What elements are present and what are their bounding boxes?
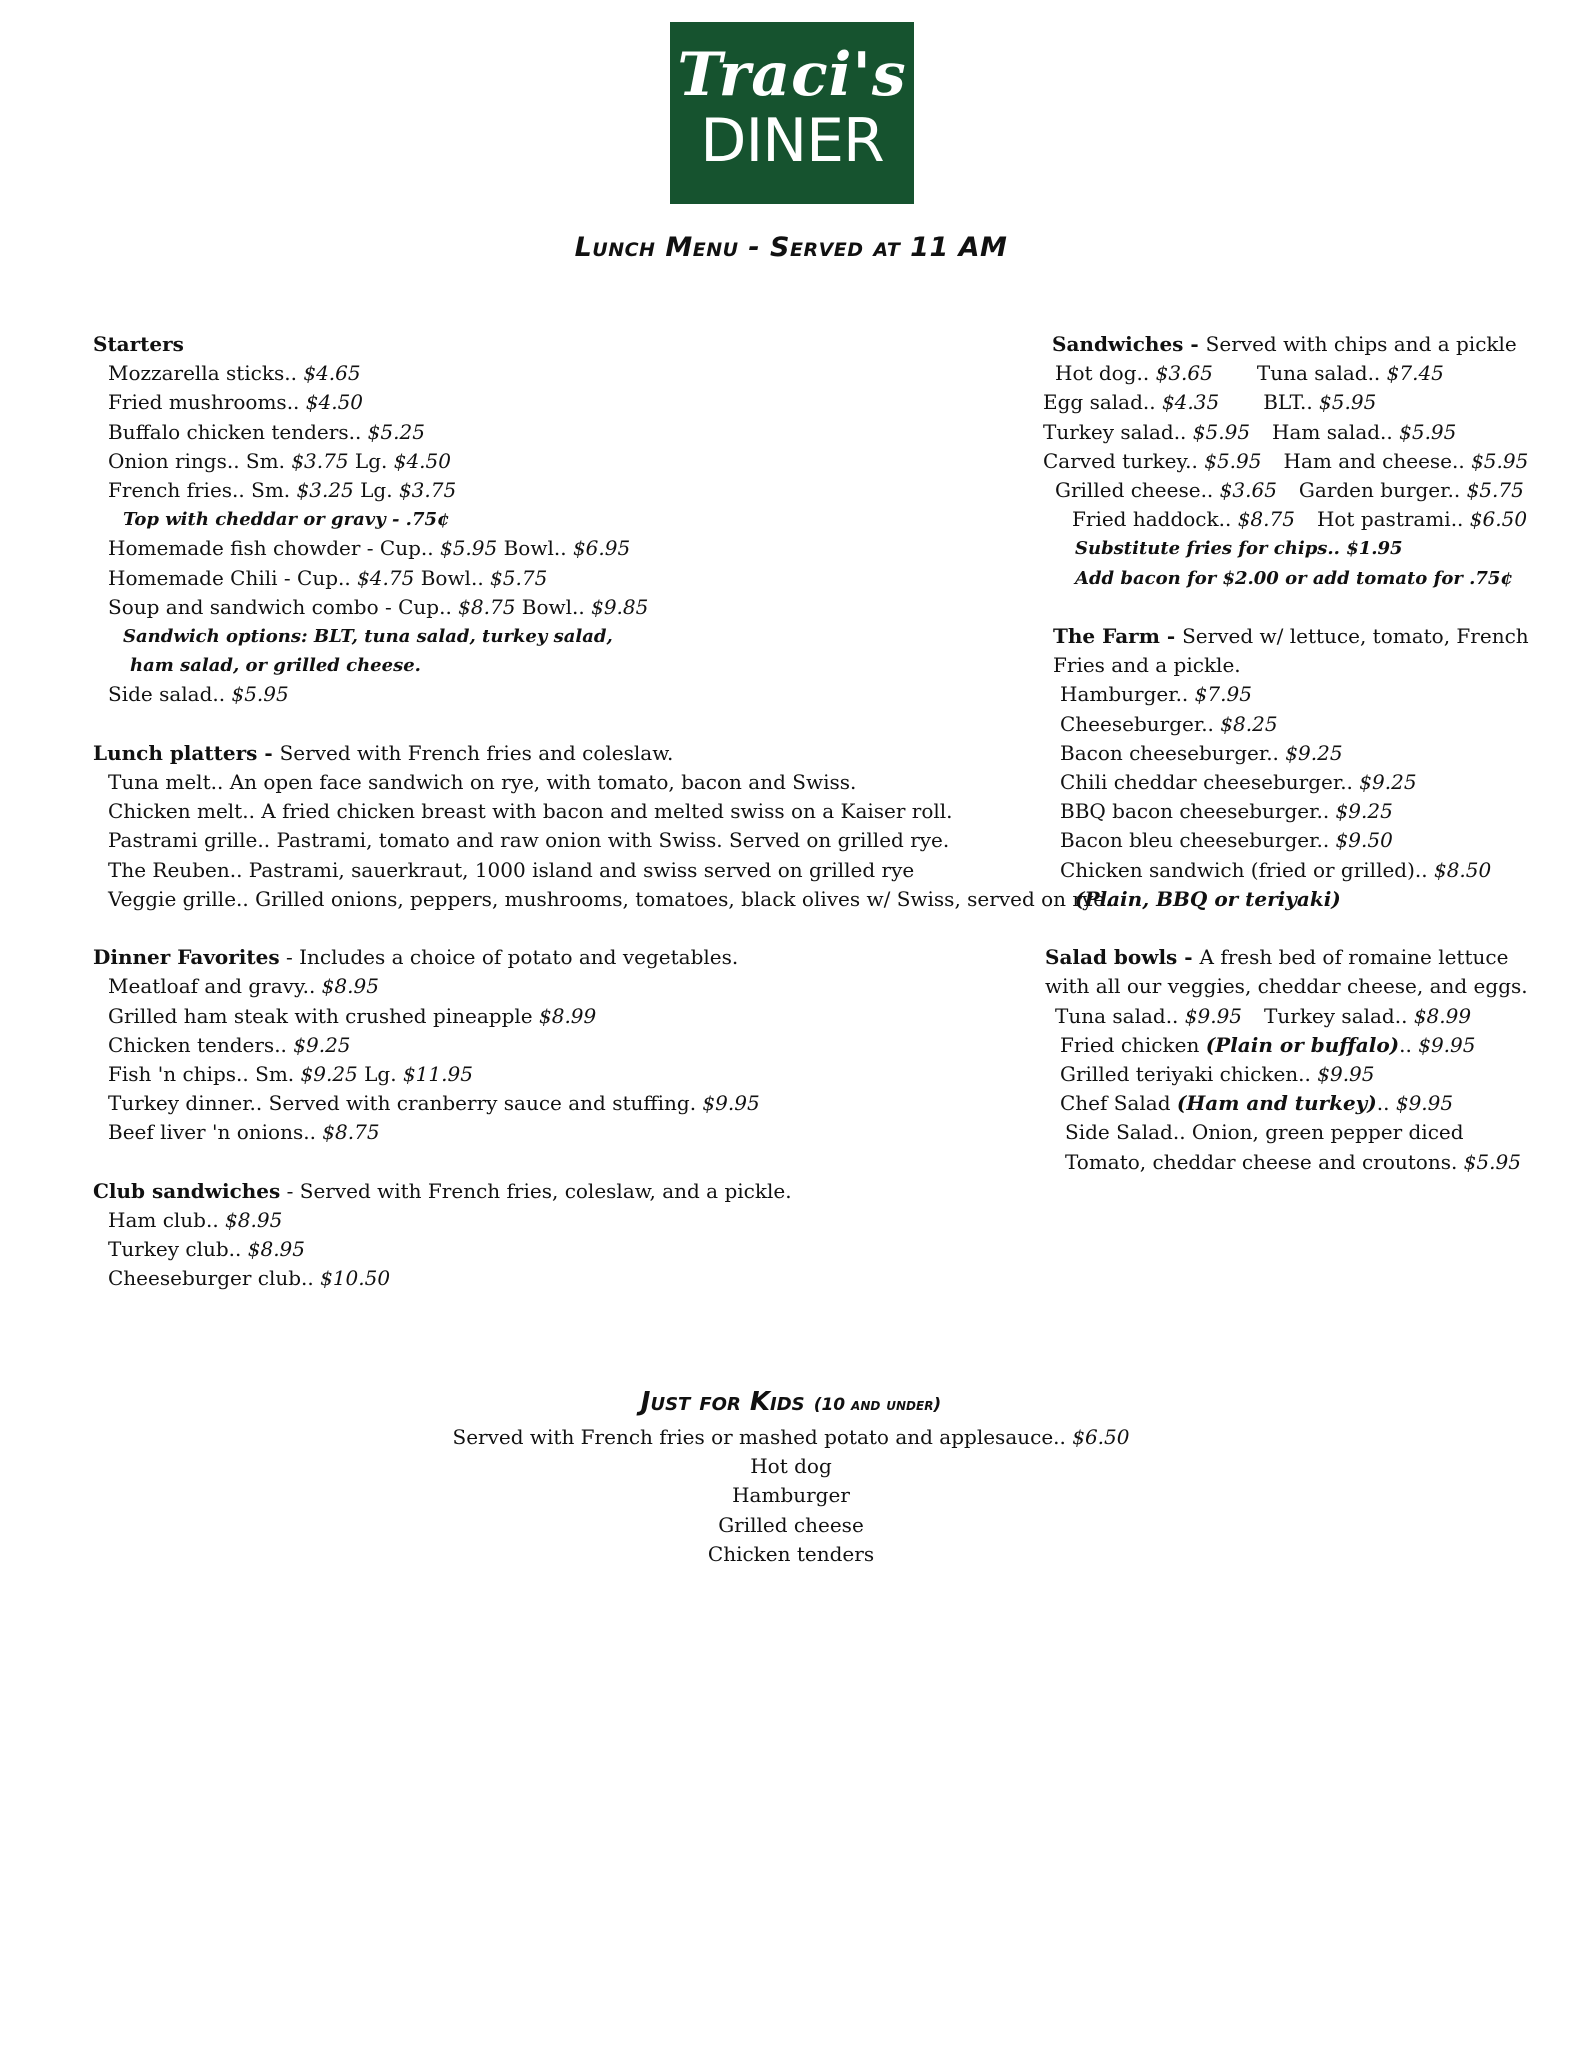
item-name: Fried haddock.. [1072, 507, 1238, 532]
item-name: Tuna salad.. [1055, 1003, 1185, 1028]
starters-heading: Starters [93, 332, 184, 356]
menu-item [93, 1089, 1043, 1118]
item-name: Ham salad.. [1272, 419, 1400, 444]
sandwiches-note: Add bacon for $2.00 or add tomato for .75¢ [1075, 567, 1513, 589]
menu-item [93, 476, 1043, 505]
menu-item [1072, 507, 1295, 531]
menu-item [93, 1031, 1043, 1060]
menu-item-pair [1040, 1002, 1560, 1031]
item-price: $11.95 [402, 1062, 473, 1087]
item-price: $5.95 [1319, 390, 1377, 415]
section-desc: Served with French fries and coleslaw. [279, 740, 674, 765]
item-price: $8.95 [225, 1208, 283, 1233]
item-price: $8.75 [458, 594, 516, 619]
item-price: $9.95 [702, 1091, 760, 1116]
item-price: $8.25 [1220, 711, 1278, 736]
item-name: Fried mushrooms.. [108, 390, 306, 415]
item-name: Chicken tenders.. [108, 1032, 294, 1057]
item-price: $8.95 [247, 1237, 306, 1262]
item-price: $9.25 [1285, 740, 1343, 765]
item-name: Turkey dinner.. Served with cranberry sauce and stuffing. [108, 1091, 703, 1116]
menu-item [1055, 478, 1277, 502]
item-price: $9.25 [293, 1032, 351, 1057]
logo-word-text: DINER [700, 106, 884, 176]
menu-item-pair [1040, 388, 1560, 417]
item-price: $3.65 [1155, 361, 1213, 386]
menu-item [1040, 1148, 1560, 1177]
kids-item: Grilled cheese [718, 1512, 864, 1537]
item-name: BBQ bacon cheeseburger.. [1060, 799, 1336, 824]
farm-heading: The Farm - [1053, 624, 1183, 649]
item-price: $9.25 [1335, 799, 1393, 824]
menu-item [1040, 797, 1560, 826]
item-price: $7.45 [1386, 361, 1444, 386]
sandwiches-heading: Sandwiches - [1052, 332, 1206, 356]
item-name: Side salad.. [108, 682, 232, 707]
menu-item [1284, 449, 1529, 473]
menu-item [93, 1002, 1043, 1031]
item-option: (Ham and turkey) [1176, 1091, 1377, 1116]
section-header [93, 943, 1043, 972]
item-price: $3.75 [398, 478, 457, 503]
item-price: $5.95 [1463, 1149, 1521, 1174]
menu-item-pair [1040, 447, 1560, 476]
kids-item: Hot dog [750, 1454, 832, 1479]
fries-note: Top with cheddar or gravy - .75¢ [123, 509, 450, 531]
item-name: Fried chicken [1060, 1032, 1206, 1057]
dinner-favorites-section [93, 943, 1043, 1147]
item-price: $3.25 [296, 478, 354, 503]
item-name: Ham and cheese.. [1283, 448, 1472, 473]
menu-item [93, 359, 1043, 388]
size-label: Lg. [348, 448, 394, 473]
item-name: Hot dog.. [1055, 361, 1156, 386]
lunch-platters-heading: Lunch platters - [93, 740, 280, 765]
menu-item: The Reuben.. Pastrami, sauerkraut, 1000 island and swiss served on grilled rye [108, 857, 915, 882]
menu-item [1040, 1089, 1560, 1118]
item-price: $9.95 [1418, 1032, 1476, 1057]
item-name: Onion rings.. Sm. [108, 448, 292, 473]
kids-price: $6.50 [1072, 1425, 1130, 1449]
kids-desc-text: Served with French fries or mashed potato and applesauce.. [452, 1425, 1073, 1449]
item-name: Turkey salad.. [1264, 1003, 1414, 1028]
item-name: Chicken sandwich (fried or grilled).. [1060, 857, 1434, 882]
item-price: $9.95 [1184, 1003, 1243, 1028]
item-price: $7.95 [1194, 682, 1252, 707]
section-header [1040, 622, 1560, 651]
item-price: $6.50 [1469, 507, 1528, 532]
section-header [1040, 943, 1560, 972]
size-label: Lg. [357, 1062, 403, 1087]
section-desc: with all our veggies, cheddar cheese, and eggs. [1045, 974, 1528, 999]
item-name: Tuna salad.. [1256, 361, 1387, 386]
item-name: Meatloaf and gravy.. [108, 974, 322, 999]
kids-title-age: (10 and under) [813, 1395, 942, 1415]
item-name: Cheeseburger.. [1060, 711, 1221, 736]
menu-item: Chicken melt.. A fried chicken breast with bacon and melted swiss on a Kaiser roll. [108, 799, 953, 824]
kids-desc [0, 1423, 1582, 1452]
item-price: $9.95 [1395, 1091, 1454, 1116]
item-price: $9.85 [591, 594, 649, 619]
item-name: Hamburger.. [1060, 682, 1195, 707]
item-price: $10.50 [320, 1266, 391, 1291]
item-price: $5.75 [490, 565, 548, 590]
item-price: $4.50 [305, 390, 364, 415]
item-price: $8.75 [1237, 507, 1295, 532]
sandwiches-note: Substitute fries for chips.. $1.95 [1075, 538, 1403, 560]
menu-item [93, 972, 1043, 1001]
item-price: $8.95 [321, 974, 379, 999]
menu-item [1040, 710, 1560, 739]
menu-item [1040, 680, 1560, 709]
item-name: Carved turkey.. [1043, 448, 1205, 473]
sandwiches-section [1040, 330, 1560, 593]
size-label: Bowl.. [515, 594, 592, 619]
menu-item [93, 534, 1043, 563]
item-price: $4.50 [393, 448, 451, 473]
item-name: Bacon cheeseburger.. [1060, 740, 1286, 765]
item-price: $5.95 [1204, 448, 1262, 473]
item-name: Egg salad.. [1043, 390, 1162, 415]
section-desc: - Served with French fries, coleslaw, and a pickle. [280, 1178, 792, 1203]
item-name: Mozzarella sticks.. [108, 361, 304, 386]
menu-item [1040, 1060, 1560, 1089]
menu-item [93, 1235, 1043, 1264]
menu-item [1040, 1031, 1560, 1060]
item-price: $5.95 [439, 536, 498, 561]
size-label: Bowl.. [414, 565, 491, 590]
kids-title [0, 1384, 1582, 1423]
combo-note: Sandwich options: BLT, tuna salad, turkey salad, [123, 626, 613, 648]
menu-item-pair [1040, 476, 1560, 505]
item-price: $5.95 [1192, 419, 1251, 444]
kids-title-main: Just for Kids [640, 1387, 805, 1417]
item-name: Grilled teriyaki chicken.. [1060, 1062, 1318, 1087]
menu-item [1263, 390, 1376, 414]
size-label: Lg. [353, 478, 399, 503]
item-price: $5.95 [231, 682, 289, 707]
menu-item [93, 447, 1043, 476]
menu-item [93, 388, 1043, 417]
item-price: $3.75 [291, 448, 349, 473]
item-price: $4.75 [357, 565, 415, 590]
item-price: $9.95 [1317, 1062, 1375, 1087]
item-option: (Plain or buffalo) [1205, 1032, 1400, 1057]
section-desc: Fries and a pickle. [1053, 653, 1241, 678]
menu-item [1299, 478, 1524, 502]
menu-item [1317, 507, 1527, 531]
diner-logo [670, 22, 914, 204]
item-price: $9.25 [300, 1062, 358, 1087]
menu-item [1055, 361, 1213, 385]
item-sep: .. [1399, 1032, 1419, 1057]
salad-bowls-section [1040, 943, 1560, 1177]
kids-item: Hamburger [732, 1483, 850, 1508]
section-desc: A fresh bed of romaine lettuce [1199, 945, 1509, 970]
kids-item: Chicken tenders [707, 1541, 875, 1566]
item-name: Homemade fish chowder - Cup.. [108, 536, 440, 561]
logo-script-text: Traci's [677, 40, 907, 110]
item-name: Chef Salad [1060, 1091, 1177, 1116]
menu-item-pair [1040, 505, 1560, 534]
menu-item [93, 1206, 1043, 1235]
item-name: Buffalo chicken tenders.. [108, 419, 368, 444]
starters-section [93, 330, 1043, 710]
item-name: Turkey club.. [108, 1237, 248, 1262]
item-price: $5.95 [1471, 448, 1529, 473]
item-name: Garden burger.. [1298, 478, 1467, 503]
menu-item-pair [1040, 359, 1560, 388]
menu-item [1264, 1004, 1471, 1028]
item-name: Chili cheddar cheeseburger.. [1060, 770, 1360, 795]
item-price: $4.65 [303, 361, 361, 386]
item-name: Hot pastrami.. [1316, 507, 1470, 532]
section-desc: - Includes a choice of potato and vegetables. [279, 945, 739, 970]
item-name: Soup and sandwich combo - Cup.. [108, 594, 459, 619]
combo-note: ham salad, or grilled cheese. [130, 655, 421, 677]
menu-item [93, 418, 1043, 447]
menu-item: Veggie grille.. Grilled onions, peppers, mushrooms, tomatoes, black olives w/ Swiss, served on rye. [108, 886, 1112, 911]
menu-item: Tuna melt.. An open face sandwich on rye, with tomato, bacon and Swiss. [108, 770, 857, 795]
item-name: Grilled cheese.. [1055, 478, 1220, 503]
item-name: Tomato, cheddar cheese and croutons. [1065, 1149, 1464, 1174]
item-price: $5.25 [367, 419, 425, 444]
club-sandwiches-section [93, 1177, 1043, 1294]
dinner-heading: Dinner Favorites [93, 945, 280, 970]
menu-item [1043, 449, 1262, 473]
menu-item [1257, 361, 1444, 385]
item-name: Ham club.. [108, 1208, 226, 1233]
item-price: $4.35 [1161, 390, 1220, 415]
item-price: $6.95 [572, 536, 631, 561]
item-price: $8.75 [322, 1120, 380, 1145]
item-name: Homemade Chili - Cup.. [108, 565, 358, 590]
kids-section [0, 1384, 1582, 1569]
salad-heading: Salad bowls - [1045, 945, 1200, 970]
menu-item [93, 1060, 1043, 1089]
size-label: Bowl.. [497, 536, 573, 561]
menu-item: Pastrami grille.. Pastrami, tomato and raw onion with Swiss. Served on grilled rye. [108, 828, 950, 853]
item-price: $3.65 [1219, 478, 1277, 503]
farm-note: (Plain, BBQ or teriyaki) [1075, 886, 1341, 911]
menu-item [1040, 739, 1560, 768]
menu-item [93, 1118, 1043, 1147]
lunch-platters-section [93, 739, 1112, 914]
menu-item [93, 1264, 1043, 1293]
section-header [1040, 330, 1560, 359]
item-name: Bacon bleu cheeseburger.. [1060, 828, 1336, 853]
item-name: Fish 'n chips.. Sm. [108, 1062, 301, 1087]
menu-item [93, 680, 1043, 709]
item-price: $8.99 [539, 1003, 597, 1028]
item-name: Grilled ham steak with crushed pineapple [108, 1003, 539, 1028]
menu-item [93, 564, 1043, 593]
section-desc: Served w/ lettuce, tomato, French [1182, 624, 1529, 649]
menu-item [1043, 390, 1219, 414]
menu-item [1040, 768, 1560, 797]
item-sep: .. [1376, 1091, 1396, 1116]
section-header [93, 739, 1043, 768]
item-price: $8.99 [1413, 1003, 1472, 1028]
the-farm-section [1040, 622, 1560, 914]
item-price: $8.50 [1433, 857, 1492, 882]
item-price: $5.75 [1466, 478, 1524, 503]
item-name: BLT.. [1263, 390, 1320, 415]
menu-item [1055, 1004, 1242, 1028]
menu-item [1040, 826, 1560, 855]
menu-item [1040, 856, 1560, 885]
item-name: Beef liver 'n onions.. [108, 1120, 323, 1145]
menu-item [93, 593, 1043, 622]
right-column [1040, 330, 1560, 1206]
item-name: French fries.. Sm. [108, 478, 297, 503]
item-price: $9.25 [1359, 770, 1417, 795]
section-desc: Served with chips and a pickle [1205, 332, 1517, 356]
menu-item: Side Salad.. Onion, green pepper diced [1065, 1120, 1464, 1145]
page-title: Lunch Menu - Served at 11 AM [574, 232, 1008, 263]
item-price: $5.95 [1399, 419, 1457, 444]
item-price: $9.50 [1335, 828, 1393, 853]
section-header [93, 1177, 1043, 1206]
menu-item [1043, 420, 1250, 444]
item-name: Cheeseburger club.. [108, 1266, 321, 1291]
club-heading: Club sandwiches [93, 1178, 281, 1203]
menu-item-pair [1040, 418, 1560, 447]
menu-item [1272, 420, 1456, 444]
item-name: Turkey salad.. [1043, 419, 1193, 444]
